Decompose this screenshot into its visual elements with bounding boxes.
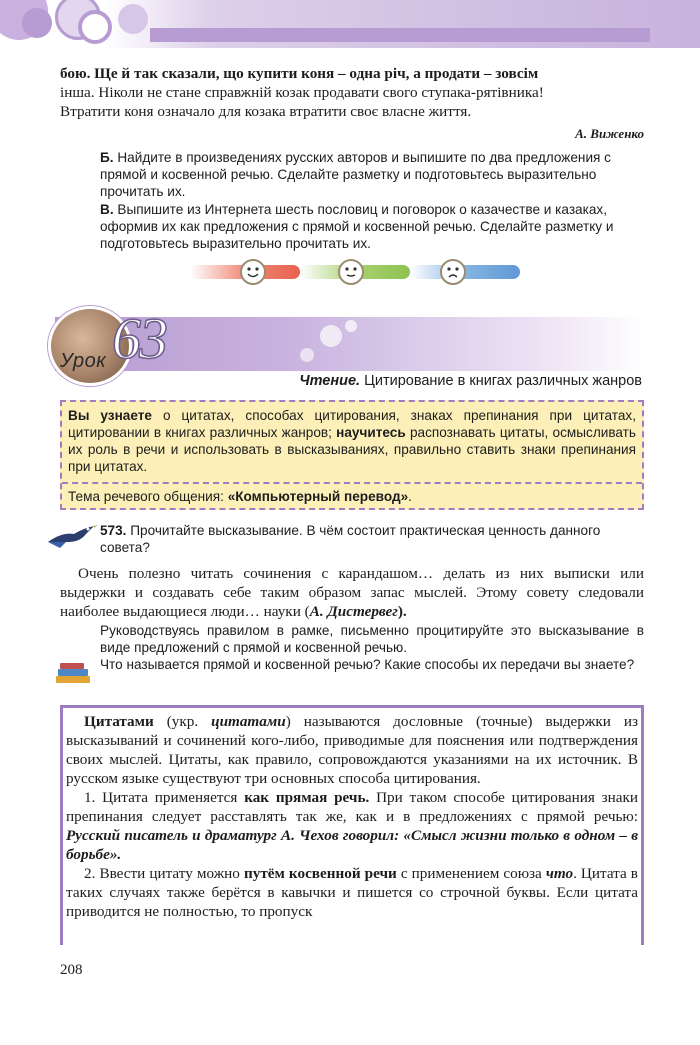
banner-bubble [300, 348, 314, 362]
page-number: 208 [60, 962, 83, 978]
lesson-title [299, 373, 642, 389]
books-icon [54, 660, 92, 686]
exercise-instruction: Руководствуясь правилом в рамке, письменно процитируйте это высказывание в виде предложений с прямой и косвенной речью. [100, 623, 644, 655]
goals-topic [68, 488, 636, 505]
rule-definition [66, 712, 638, 788]
rule-item1-start: 1. Цитата применяется [84, 789, 245, 806]
exercise-task-text: Прочитайте высказывание. В чём состоит практическая ценность данного совета? [100, 523, 601, 555]
banner-bubble [320, 325, 342, 347]
header-accent-bar [150, 28, 650, 42]
top-line-3: Втратити коня означало для козака втратити своє власне життя. [60, 103, 472, 120]
lesson-title-rest: Цитирование в книгах различных жанров [360, 373, 642, 389]
topic-value: «Компьютерный перевод» [227, 489, 409, 504]
task-v [100, 201, 644, 252]
task-b-text: Найдите в произведениях русских авторов и выпишите по два предложения с прямой и косвенной речью. Сделайте разметку и подготовьтесь выразительно прочитать их. [100, 150, 611, 199]
lesson-number: 63 [112, 306, 166, 371]
rule-item1-example: Русский писатель и драматург А. Чехов говорил: «Смысл жизни только в одном – в борьбе». [66, 827, 638, 863]
smile-face-icon [338, 259, 364, 285]
rule-item2-text: с применением союза [396, 865, 546, 882]
rule-item1-bold: как прямая речь. [244, 789, 370, 806]
banner-bubble [345, 320, 357, 332]
rule-ukr-open: (укр. [153, 713, 212, 730]
header-circle [22, 8, 52, 38]
top-line-1: бою. Ще й так сказали, що купити коня – одна річ, а продати – зовсім [60, 65, 539, 82]
lesson-title-italic: Чтение. [299, 373, 361, 389]
rule-item2-start: 2. Ввести цитату можно [84, 865, 244, 882]
rule-term: Цитатами [84, 713, 154, 730]
quote-text: Очень полезно читать сочинения с карандашом… делать из них выписки или выдержки и создавать себе таким образом запас мыслей. Этому совету следовали наиболее выдающиеся люди… науки ( [60, 565, 644, 620]
task-v-text: Выпишите из Интернета шесть пословиц и поговорок о казачестве и казаках, оформив их как предложения с прямой и косвенной речью. Сделайте разметку и подготовьтесь выразительно прочитать их. [100, 202, 614, 251]
rule-item-1 [66, 788, 638, 864]
exercise-number: 573. [100, 523, 127, 538]
rule-ukr-close: ) [285, 713, 291, 730]
rule-item1-text: При таком способе цитирования знаки препинания следует расставлять так же, как и в предложениях с прямой речью: [66, 789, 638, 825]
goals-skill-bold: научитесь [336, 425, 406, 440]
task-v-letter: В. [100, 202, 114, 217]
exercise-question: Что называется прямой и косвенной речью? Какие способы их передачи вы знаете? [100, 657, 635, 672]
happy-face-icon [240, 259, 266, 285]
rule-definition-text: называются дословные (точные) выдержки из высказываний и сочинений кого-либо, приводимые для пояснения или подтверждения своих мыслей. Цитаты, как правило, сопровождаются указаниями на их источник. В русском языке существуют три основных способа цитирования. [66, 713, 638, 787]
quote-author: А. Дистервег [309, 603, 398, 620]
top-text [60, 64, 644, 143]
task-b [100, 149, 644, 200]
topic-label: Тема речевого общения: [68, 489, 228, 504]
header-ring [78, 10, 112, 44]
top-line-2: інша. Ніколи не стане справжній козак продавати свого ступака-рятівника! [60, 84, 544, 101]
goals-skill-text: распознавать цитаты, осмысливать их роль в речи и использовать в высказываниях, правильно ставить знаки препинания при цитатах. [68, 425, 636, 474]
tasks-block [100, 149, 644, 252]
rule-item2-bold: путём косвенной речи [243, 865, 397, 882]
quote-end: ). [397, 603, 407, 620]
exercise-task [100, 522, 644, 556]
topic-end: . [408, 489, 412, 504]
goals-separator [62, 482, 642, 484]
goals-learn-text: о цитатах, способах цитирования, знаках препинания при цитатах, цитировании в книгах различных жанров; [68, 408, 636, 440]
sad-face-icon [440, 259, 466, 285]
rule-item2-rest: . Цитата в таких случаях также берётся в кавычки и пишется со строчной буквы. Если цитата приводится не полностью, то пропуск [66, 865, 638, 920]
task-b-letter: Б. [100, 150, 114, 165]
rule-item2-conj: что [545, 865, 574, 882]
rule-text [66, 712, 638, 921]
goals-text [68, 407, 636, 475]
rule-ukr-word: цитатами [211, 713, 286, 730]
top-author: А. Виженко [575, 126, 644, 141]
lesson-word: Урок [60, 350, 107, 372]
exercise-quote [60, 564, 644, 621]
header-circle [118, 4, 148, 34]
rule-item-2 [66, 864, 638, 921]
goals-learn-bold: Вы узнаете [68, 408, 152, 423]
bird-icon [44, 520, 98, 552]
